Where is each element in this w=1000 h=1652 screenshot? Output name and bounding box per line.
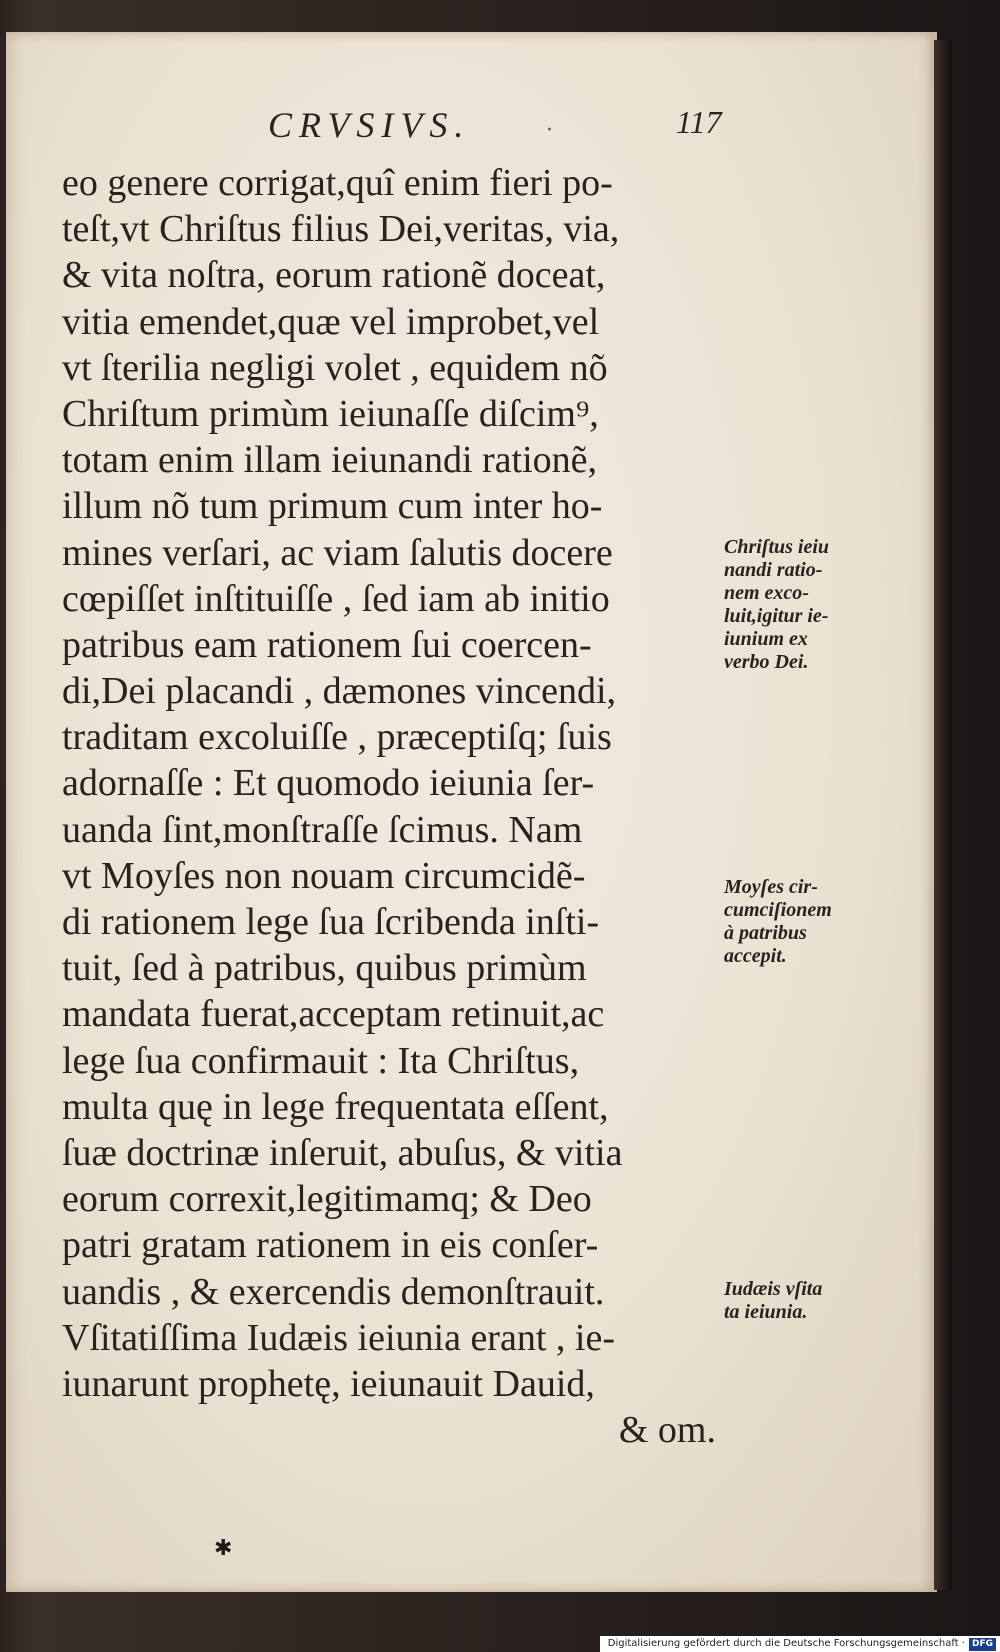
margin-note-christus (724, 536, 874, 674)
text-line: & vita noſtra, eorum rationẽ doceat, (62, 254, 606, 297)
text-line: Vſitatiſſima Iudæis ieiunia erant , ie- (62, 1316, 615, 1359)
text-line: lege ſua confirmauit : Ita Chriſtus, (62, 1039, 580, 1082)
ornament-mark: ✱ (214, 1536, 233, 1561)
margin-note-line: luit,igitur ie- (724, 605, 829, 627)
text-line: uandis , & exercendis demonſtrauit. (62, 1270, 605, 1313)
page-number: 117 (676, 104, 722, 140)
body-text (62, 160, 722, 1453)
text-line: iunarunt prophetę, ieiunauit Dauid, (62, 1362, 595, 1405)
text-line: teſt,vt Chriſtus filius Dei,veritas, via, (62, 208, 620, 251)
margin-note-line: Iudæis vſita (724, 1278, 823, 1300)
text-line: eo genere corrigat,quî enim fieri po- (62, 162, 613, 204)
margin-note-line: nem exco- (724, 582, 809, 604)
text-line: tuit, ſed à patribus, quibus primùm (62, 947, 587, 990)
margin-note-line: nandi ratio- (724, 559, 823, 581)
dot-mark: · (546, 118, 553, 143)
text-line: Chriſtum primùm ieiunaſſe diſcim⁹, (62, 392, 599, 435)
text-line: illum nõ tum primum cum inter ho- (62, 485, 603, 528)
text-line: di rationem lege ſua ſcribenda inſti- (62, 901, 600, 943)
text-line: mandata fuerat,acceptam retinuit,ac (62, 993, 605, 1036)
text-line: vt ſterilia negligi volet , equidem nõ (62, 346, 608, 389)
text-line: vt Moyſes non nouam circumcidẽ- (62, 854, 586, 897)
footer-text: Digitalisierung gefördert durch die Deutsche Forschungsgemeinschaft · (607, 1638, 965, 1649)
margin-note-moyses (724, 876, 874, 968)
margin-note-line: ta ieiunia. (724, 1301, 808, 1323)
text-line: adornaſſe : Et quomodo ieiunia ſer- (62, 762, 595, 805)
text-line: vitia emendet,quæ vel improbet,vel (62, 300, 600, 343)
text-line: multa quę in lege frequentata eſſent, (62, 1085, 609, 1128)
margin-note-line: Chriſtus ieiu (724, 536, 830, 558)
margin-note-line: accepit. (724, 945, 787, 967)
margin-note-line: verbo Dei. (724, 651, 809, 673)
text-line: traditam excoluiſſe , præceptiſq; ſuis (62, 716, 612, 759)
running-head: CRVSIVS. (268, 105, 471, 145)
page-edge-shadow (934, 40, 952, 1590)
funding-footer (600, 1636, 1000, 1652)
text-line: eorum correxit,legitimamq; & Deo (62, 1178, 592, 1221)
text-line: mines verſari, ac viam ſalutis docere (62, 531, 613, 574)
text-line: totam enim illam ieiunandi rationẽ, (62, 439, 598, 482)
margin-note-line: Moyſes cir- (724, 876, 818, 898)
text-line: di,Dei placandi , dæmones vincendi, (62, 670, 617, 713)
text-line: cœpiſſet inſtituiſſe , ſed iam ab initio (62, 577, 610, 620)
text-line: uanda ſint,monſtraſſe ſcimus. Nam (62, 808, 583, 851)
text-line: patribus eam rationem ſui coercen- (62, 623, 592, 666)
dfg-logo: DFG (969, 1638, 996, 1651)
catchword: & om. (618, 1409, 716, 1452)
margin-note-iudaeis (724, 1278, 874, 1324)
margin-note-line: iunium ex (724, 628, 808, 650)
text-line: patri gratam rationem in eis conſer- (62, 1224, 599, 1267)
margin-note-line: à patribus (724, 922, 807, 944)
margin-note-line: cumciſionem (724, 899, 832, 921)
text-line: ſuæ doctrinæ inſeruit, abuſus, & vitia (62, 1131, 623, 1174)
